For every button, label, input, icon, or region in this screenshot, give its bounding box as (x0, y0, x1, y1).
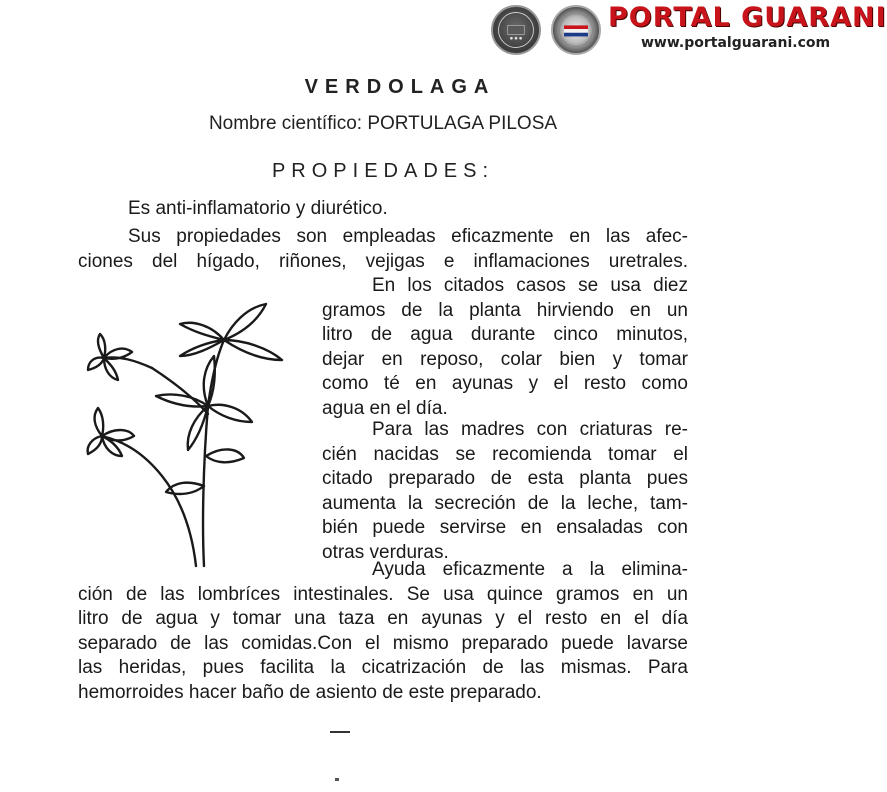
watermark-url[interactable]: www.portalguarani.com (641, 35, 831, 51)
paragraph-line: hemorroides hacer baño de asiento de este preparado. (78, 681, 542, 703)
paragraph-line: las heridas, pues facilita la cicatrización de las mismas. Para (78, 657, 688, 678)
watermark-brand: PORTAL GUARANI (608, 2, 887, 33)
paragraph-line: dejar en reposo, colar bien y tomar (322, 348, 688, 370)
paragraph-line: cién nacidas se recomienda tomar el (322, 443, 688, 465)
seal-left-icon (491, 5, 541, 55)
verdolaga-plant-icon (82, 296, 298, 572)
paragraph-line: Ayuda eficazmente a la elimina- (372, 559, 688, 580)
paragraph-line: gramos de la planta hirviendo en un (322, 299, 688, 321)
paragraph-3 (322, 274, 688, 421)
watermark (430, 0, 887, 58)
paragraph-line: Para las madres con criaturas re- (372, 419, 688, 440)
page-dot (335, 778, 339, 781)
paragraph-line: litro de agua y tomar una taza en ayunas y el resto en el día (78, 608, 688, 629)
paragraph-2 (78, 225, 688, 274)
paragraph-line: ción de las lombríces intestinales. Se usa quince gramos en un (78, 583, 688, 605)
paragraph-5 (78, 558, 688, 705)
paragraph-line: bién puede servirse en ensaladas con (322, 517, 688, 538)
scientific-name: Nombre científico: PORTULAGA PILOSA (208, 113, 558, 134)
paragraph-line: agua en el día. (322, 397, 448, 419)
paragraph-line: litro de agua durante cinco minutos, (322, 324, 688, 345)
paragraph-line: ciones del hígado, riñones, vejigas e inflamaciones uretrales. (78, 250, 688, 272)
paragraph-1 (128, 197, 688, 222)
paragraph-4 (322, 418, 688, 565)
section-heading: PROPIEDADES: (271, 160, 495, 182)
paragraph-line: otras verduras. (322, 541, 449, 563)
document-title: VERDOLAGA (304, 76, 496, 98)
page-dash (330, 731, 350, 733)
paragraph-line: aumenta la secreción de la leche, tam- (322, 492, 688, 514)
paragraph-line: Es anti-inflamatorio y diurético. (128, 198, 388, 219)
paragraph-line: Sus propiedades son empleadas eficazmente en las afec- (128, 226, 688, 247)
paragraph-line: como té en ayunas y el resto como (322, 373, 688, 394)
paragraph-line: citado preparado de esta planta pues (322, 468, 688, 489)
seal-right-icon (551, 5, 601, 55)
paragraph-line: En los citados casos se usa diez (372, 275, 688, 296)
paragraph-line: separado de las comidas.Con el mismo preparado puede lavarse (78, 632, 688, 654)
